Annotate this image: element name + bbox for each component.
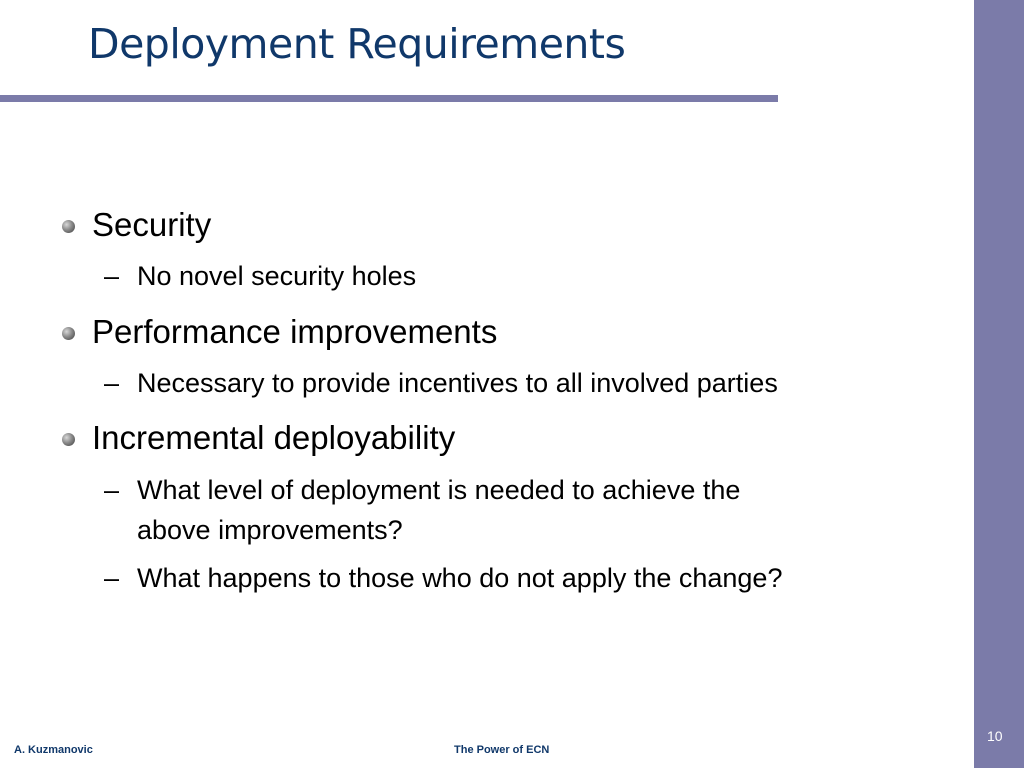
bullet-icon xyxy=(62,220,75,233)
slide-title: Deployment Requirements xyxy=(88,20,626,68)
sub-bullet-incremental-1-cont: above improvements? xyxy=(137,515,403,545)
sub-bullet-incremental-2: What happens to those who do not apply the change? xyxy=(137,563,783,593)
bullet-incremental: Incremental deployability xyxy=(92,419,456,456)
sub-bullet-incremental-1: What level of deployment is needed to achieve the xyxy=(137,475,741,505)
page-number: 10 xyxy=(987,728,1003,744)
bullet-icon xyxy=(62,433,75,446)
bullet-security: Security xyxy=(92,206,212,243)
sub-bullet-marker: – xyxy=(104,563,120,593)
bullet-performance: Performance improvements xyxy=(92,313,498,350)
right-accent-bar xyxy=(974,0,1024,768)
sub-bullet-marker: – xyxy=(104,475,120,505)
bullet-icon xyxy=(62,327,75,340)
sub-bullet-marker: – xyxy=(104,368,120,398)
footer-author: A. Kuzmanovic xyxy=(14,744,93,756)
sub-bullet-marker: – xyxy=(104,261,120,291)
footer-presentation-title: The Power of ECN xyxy=(454,744,550,756)
sub-bullet-performance-1: Necessary to provide incentives to all involved parties xyxy=(137,368,778,398)
sub-bullet-security-1: No novel security holes xyxy=(137,261,417,291)
